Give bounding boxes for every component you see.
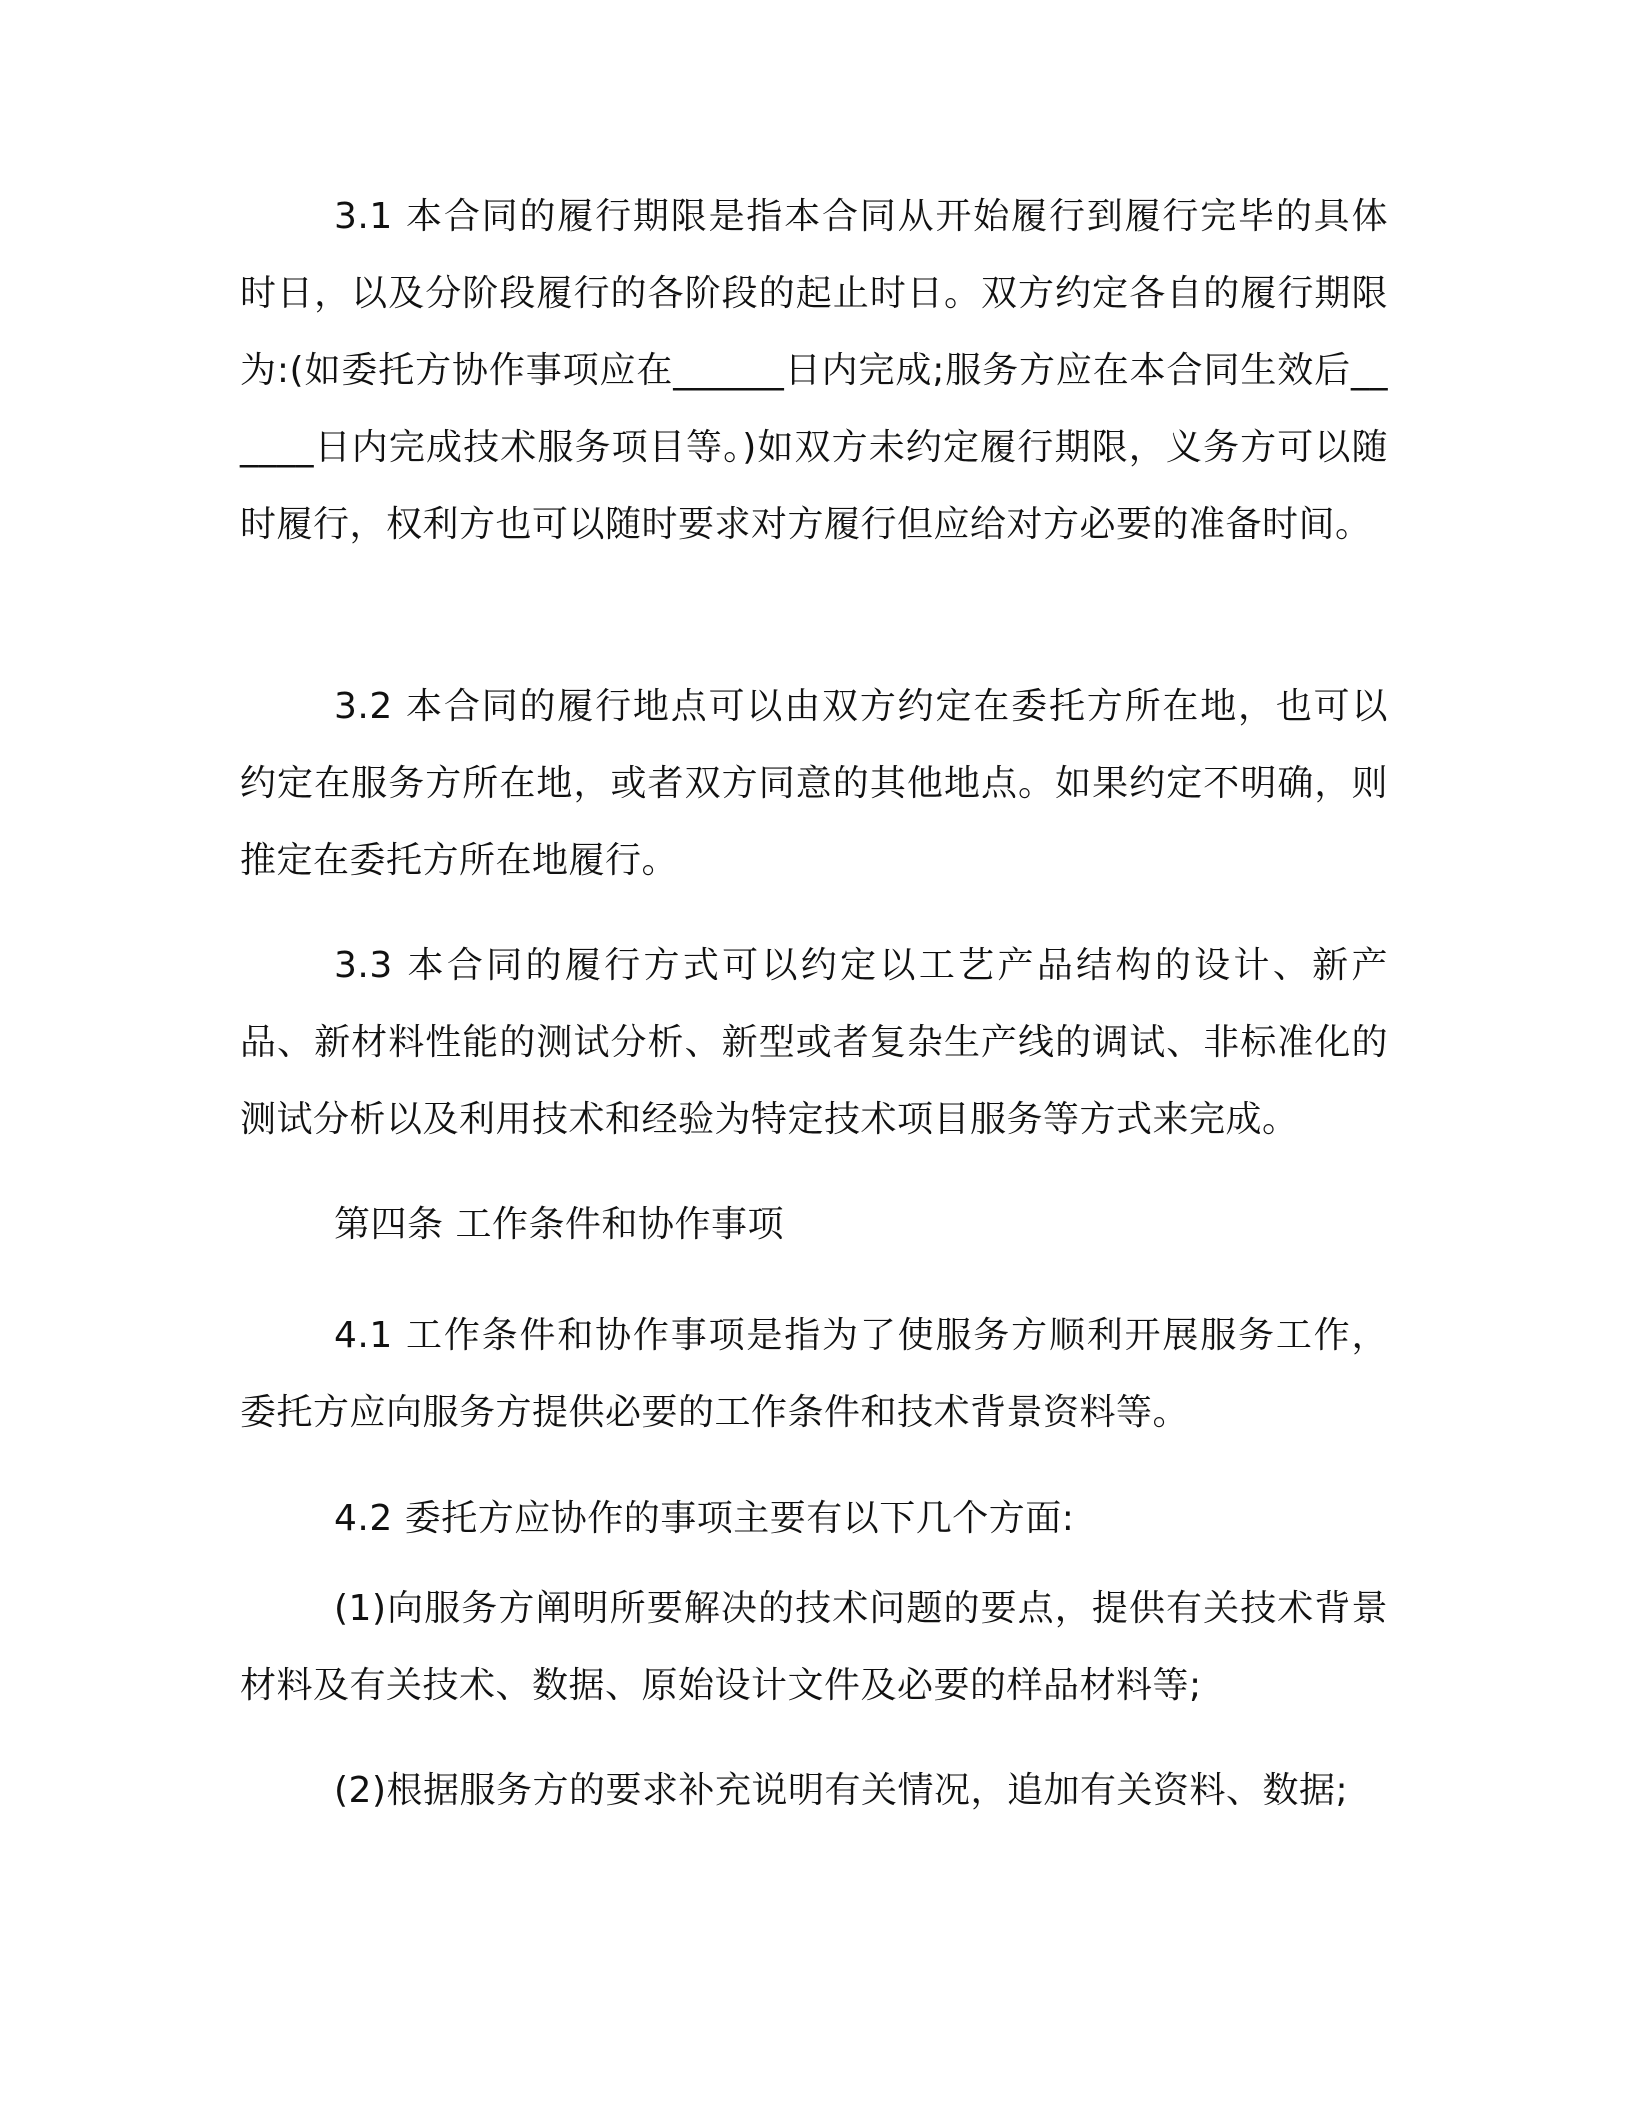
clause-4-1-paragraph: 4.1 工作条件和协作事项是指为了使服务方顺利开展服务工作，委托方应向服务方提供必要的工作条件和技术背景资料等。 — [240, 1315, 1388, 1433]
clause-4-2-item-1: (1)向服务方阐明所要解决的技术问题的要点，提供有关技术背景材料及有关技术、数据、原始设计文件及必要的样品材料等; — [240, 1588, 1388, 1706]
clause-3-1-paragraph: 3.1 本合同的履行期限是指本合同从开始履行到履行完毕的具体时日，以及分阶段履行的各阶段的起止时日。双方约定各自的履行期限为:(如委托方协作事项应在______日内完成;服务方应在本合同生效后______日内完成技术服务项目等。)如双方未约定履行期限，义务方可以随时履行，权利方也可以随时要求对方履行但应给对方必要的准备时间。 — [240, 196, 1388, 545]
clause-3-2-paragraph: 3.2 本合同的履行地点可以由双方约定在委托方所在地，也可以约定在服务方所在地，或者双方同意的其他地点。如果约定不明确，则推定在委托方所在地履行。 — [240, 686, 1388, 881]
clause-4-2-item-2: (2)根据服务方的要求补充说明有关情况，追加有关资料、数据; — [334, 1770, 1349, 1811]
article-4-heading: 第四条 工作条件和协作事项 — [334, 1204, 784, 1245]
clause-3-3-paragraph: 3.3 本合同的履行方式可以约定以工艺产品结构的设计、新产品、新材料性能的测试分析、新型或者复杂生产线的调试、非标准化的测试分析以及利用技术和经验为特定技术项目服务等方式来完成。 — [240, 945, 1388, 1140]
clause-4-2-paragraph: 4.2 委托方应协作的事项主要有以下几个方面: — [334, 1498, 1075, 1539]
